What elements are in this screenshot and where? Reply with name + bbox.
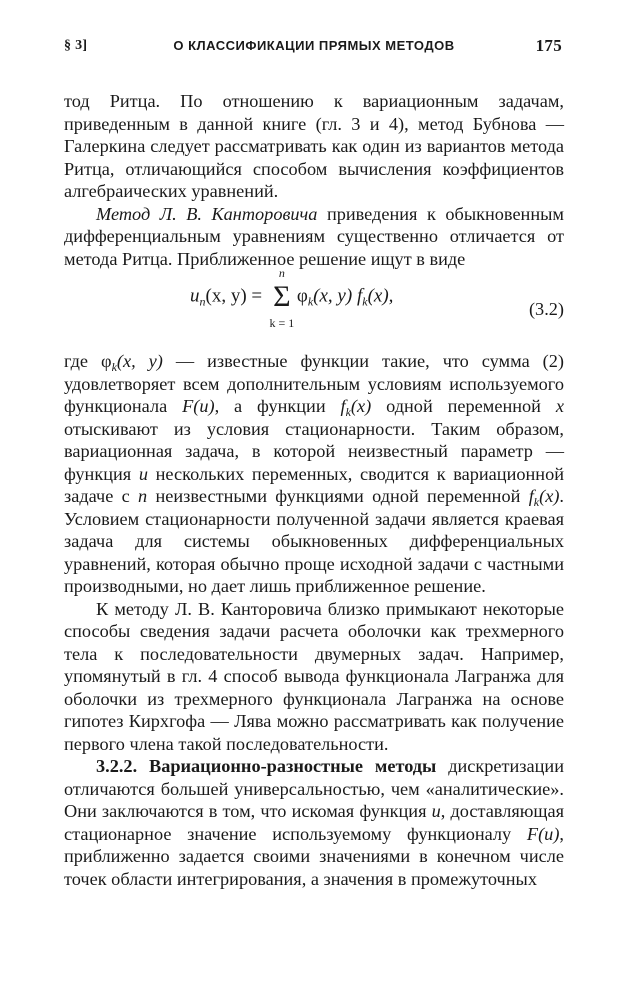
math-x: x <box>555 396 564 416</box>
equation-phi-sub: k <box>307 294 314 309</box>
math-args: (x) <box>539 486 560 506</box>
math-sub: k <box>345 405 351 419</box>
equation-3-2 <box>64 266 564 346</box>
math-F: F <box>182 396 194 416</box>
paragraph-kantorovich-method <box>64 203 564 271</box>
math-args: (x) <box>350 396 372 416</box>
math-args: (x, y) <box>116 351 163 371</box>
text-segment: , а функции <box>214 396 341 416</box>
summation-sign <box>269 266 295 330</box>
text-segment: , приближенно задается своими значениями в конечном числе точек области интегрирования, а значения в промежуточных <box>64 823 564 889</box>
math-args: (u) <box>538 823 560 844</box>
text-segment: , доставляющая стационарное значение используемому функционалу <box>64 801 564 844</box>
math-f: f <box>528 486 534 506</box>
sum-lower-limit: k = 1 <box>269 316 295 330</box>
equation-lhs-sub: n <box>199 294 206 309</box>
sum-upper-limit: n <box>278 266 285 280</box>
text-segment: неизвестными функциями одной переменной <box>147 486 529 506</box>
equation-f-sub: k <box>362 294 368 309</box>
text-segment: где <box>64 351 101 371</box>
math-sub: k <box>533 495 540 509</box>
equation-body <box>190 266 394 330</box>
subsection-heading: 3.2.2. Вариационно-разностные методы <box>96 756 437 776</box>
paragraph-variational-difference <box>64 755 564 890</box>
body-text <box>64 90 564 890</box>
equation-phi-args: (x, y) <box>313 285 357 307</box>
math-phi: φ <box>101 351 112 371</box>
equation-phi: φ <box>296 285 308 307</box>
text-segment: одной переменной <box>371 396 556 416</box>
page-number: 175 <box>535 36 562 55</box>
math-F: F <box>526 823 539 844</box>
paragraph-ritz-continuation: тод Ритца. По отношению к вариационным задачам, приведенным в данной книге (гл. 3 и 4), метод Бубнова — Галеркина следует рассматривать как один из вариантов метода Ритца, отличающийся способом вычисления коэффициентов алгебраических уравнений. <box>64 91 564 201</box>
kantorovich-method-title: Метод Л. В. Канторовича <box>96 203 318 224</box>
text-segment: отыскивают из условия стационарности. Таким образом, вариационная задача, в которой неизвестный параметр — функция <box>64 418 564 484</box>
text-segment: . Условием стационарности полученной задачи является краевая задача для системы обыкновенных дифференциальных уравнений, которая обычно проще исходной задачи с частными производными, но дает лишь приближенное решение. <box>64 486 564 596</box>
math-f: f <box>340 396 346 416</box>
running-head <box>64 36 564 60</box>
paragraph-where-phi <box>64 350 564 598</box>
math-sub: k <box>111 360 117 374</box>
text-segment: дискретизации отличаются большей универсальностью, чем «аналитические». Они заключаются в том, что искомая функция <box>64 756 564 821</box>
equation-f: f <box>356 285 363 307</box>
equation-lhs-u: u <box>190 285 200 307</box>
chapter-title: О КЛАССИФИКАЦИИ ПРЯМЫХ МЕТОДОВ <box>173 38 455 53</box>
text-segment: — известные функции такие, что сумма (2) удовлетворяет всем дополнительным условиям используемого функционала <box>64 351 564 416</box>
equation-number: (3.2) <box>528 299 564 319</box>
text-segment: нескольких переменных, сводится к вариационной задаче с <box>64 463 564 506</box>
section-marker: § 3] <box>64 38 88 53</box>
paragraph-shell-reduction: К методу Л. В. Канторовича близко примыкают некоторые способы сведения задачи расчета оболочки как трехмерного тела к последовательности двумерных задач. Например, упомянутый в гл. 4 способ вывода функционала Лагранжа для оболочки из трехмерного функционала Лагранжа на основе гипотез Кирхгофа — Лява можно рассматривать как получение первого члена такой последовательности. <box>64 598 564 754</box>
math-u: u <box>138 463 148 484</box>
kantorovich-text: приведения к обыкновенным дифференциальным уравнениям существенно отличается от метода Ритца. Приближенное решение ищут в виде <box>64 203 564 269</box>
math-n: n <box>138 486 148 506</box>
sigma-symbol: Σ <box>273 280 291 313</box>
math-u: u <box>431 801 441 821</box>
equation-lhs-args: (x, y) = <box>205 285 267 307</box>
math-args: (u) <box>193 396 215 416</box>
book-page <box>64 36 564 890</box>
equation-f-args: (x), <box>367 285 394 307</box>
